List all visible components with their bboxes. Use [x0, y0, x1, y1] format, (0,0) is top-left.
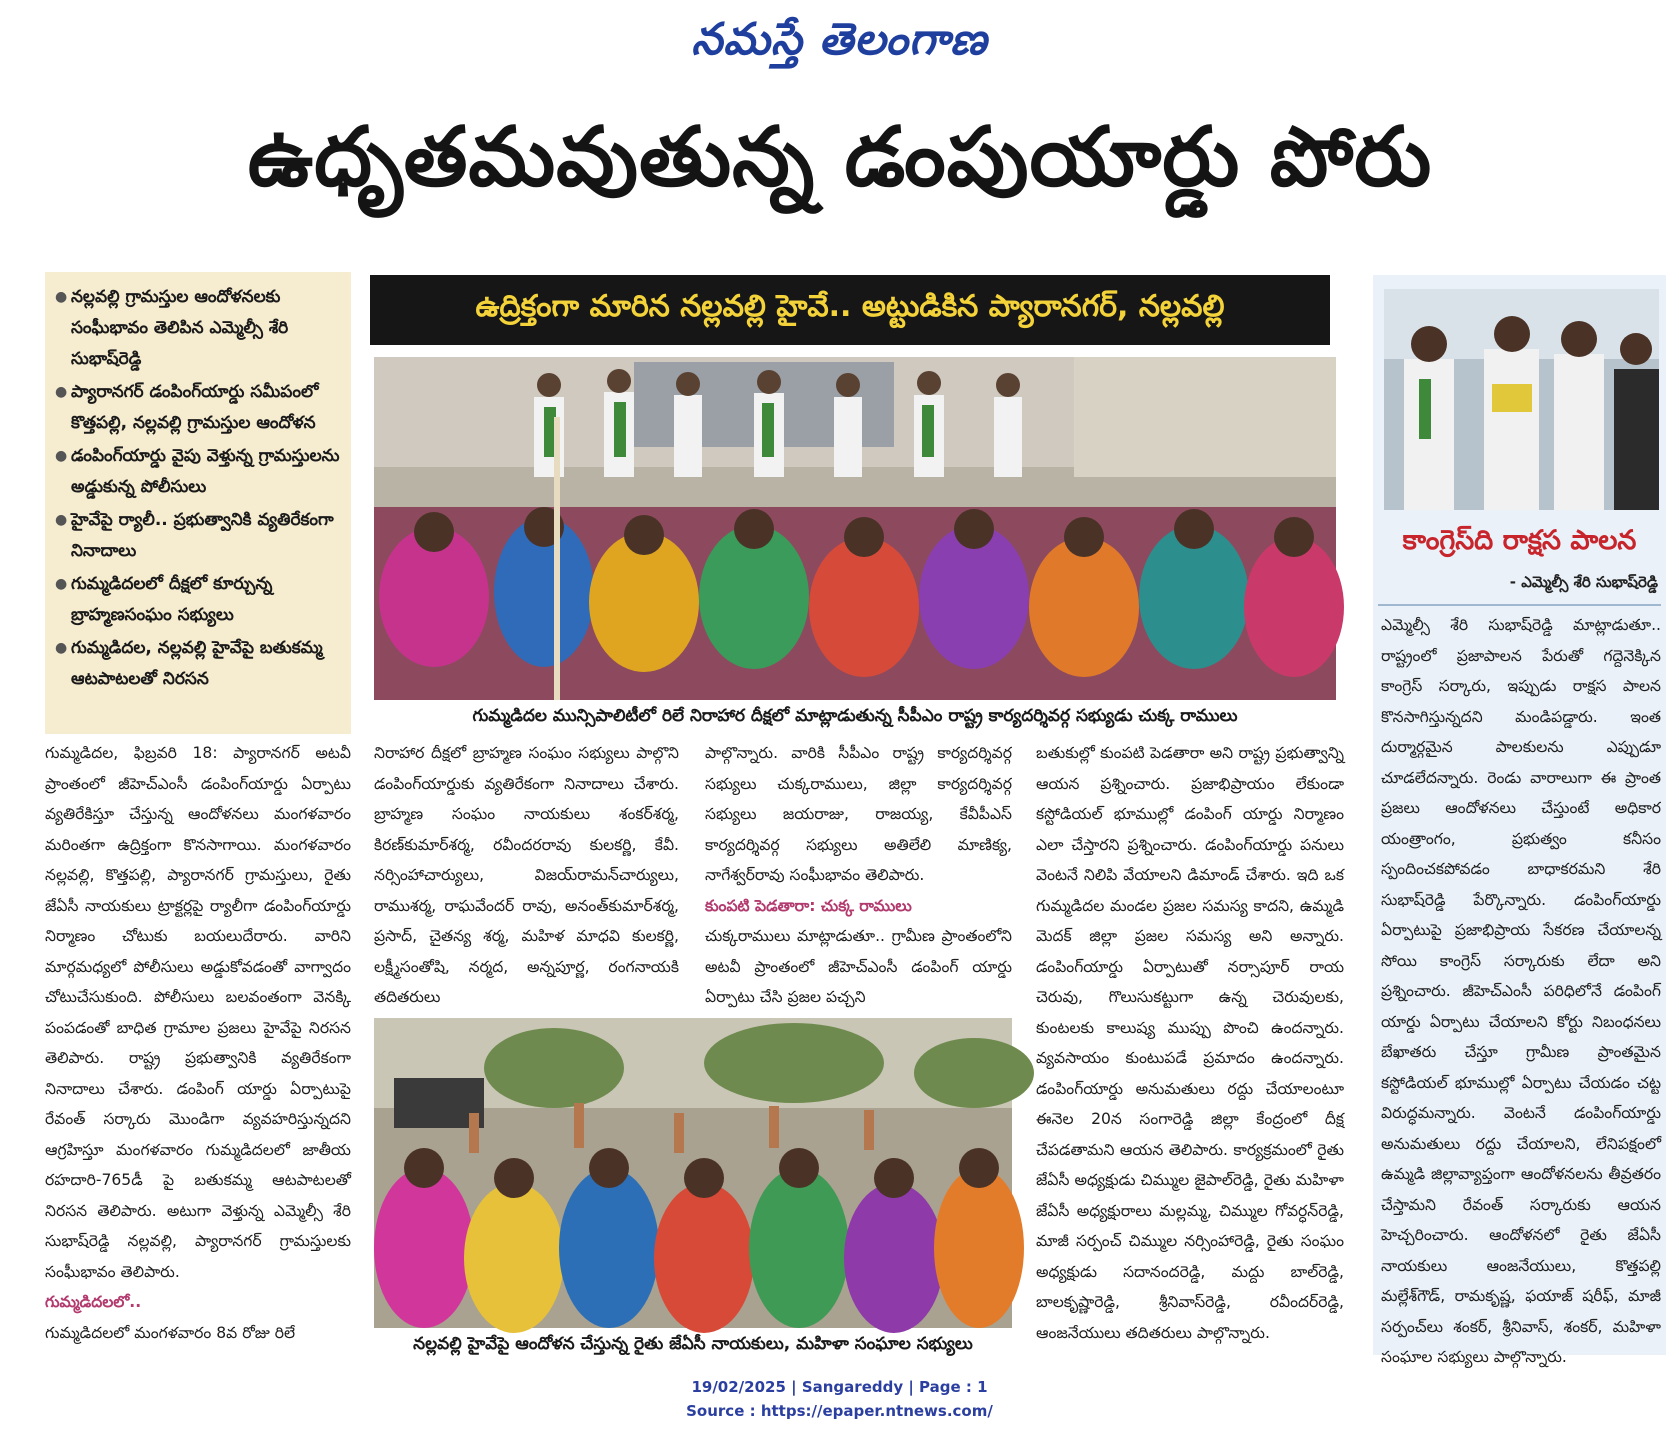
bullet-icon: ●: [55, 512, 68, 528]
bullet-icon: ●: [55, 576, 68, 592]
footer-dateline: 19/02/2025 | Sangareddy | Page : 1: [691, 1378, 988, 1396]
footer-source: Source : https://epaper.ntnews.com/: [686, 1402, 993, 1420]
sidebar-text: ఎమ్మెల్సీ శేరి సుభాష్‌రెడ్డి మాట్లాడుతూ.. రాష్ట్రంలో ప్రజాపాలన పేరుతో గద్దెనెక్కిన కాంగ్రెస్ సర్కారు, ఇప్పుడు రాక్షస పాలన కొనసాగిస్తున్నదని మండిపడ్డారు. ఇంత దుర్మార్గమైన పాలకులను ఎప్పుడూ చూడలేదన్నారు. రెండు వారాలుగా ఈ ప్రాంత ప్రజలు ఆందోళనలు చేస్తుంటే అధికార యంత్రాంగం, ప్రభుత్వం కనీసం స్పందించకపోవడం బాధాకరమని శేరి సుభాష్‌రెడ్డి పేర్కొన్నారు. డంపింగ్‌యార్డు ఏర్పాటుపై ప్రజాభిప్రాయ సేకరణ చేయాలన్న సోయి కాంగ్రెస్ సర్కారుకు లేదా అని ప్రశ్నించారు. జీహెచ్ఎంసీ పరిధిలోనే డంపింగ్ యార్డు ఏర్పాటు చేయాలని కోర్టు నిబంధనలు బేఖాతరు చేస్తూ గ్రామీణ ప్రాంతమైన కస్టోడియల్ భూముల్లో ఏర్పాటు చేయడం చట్ట విరుద్ధమన్నారు. వెంటనే డంపింగ్‌యార్డు అనుమతులు రద్దు చేయాలని, లేనిపక్షంలో ఉమ్మడి జిల్లావ్యాప్తంగా ఆందోళనలను తీవ్రతరం చేస్తామని రేవంత్ సర్కారుకు ఆయన హెచ్చరించారు. ఆందోళనలో రైతు జేఏసీ నాయకులు ఆంజనేయులు, కొత్తపల్లి మల్లేశ్‌గౌడ్, రామకృష్ణ, ఫయాజ్ షరీఫ్, మాజీ సర్పంచ్‌లు శంకర్, శ్రీనివాస్, శంకర్, మహిళా సంఘాల సభ్యులు పాల్గొన్నారు.: [1381, 616, 1661, 1366]
subheading: కుంపటి పెడతారా: చుక్క రాములు: [705, 896, 912, 915]
highlights-box: [45, 272, 351, 734]
protest-photo-main: [374, 357, 1336, 700]
subheading: గుమ్మడిదలలో..: [45, 1293, 142, 1311]
main-headline: ఉధృతమవుతున్న డంపుయార్డు పోరు: [247, 110, 1433, 205]
highlight-item: ● గుమ్మడిదల, నల్లవల్లి హైవేపై బతుకమ్మ ఆటపాటలతో నిరసన: [55, 633, 343, 695]
article-column-3: పాల్గొన్నారు. వారికి సీపీఎం రాష్ట్ర కార్యదర్శివర్గ సభ్యులు చుక్కరాములు, జిల్లా కార్యదర్శివర్గ సభ్యులు జయరాజు, రాజయ్య, కేవీపీఎస్ కార్యదర్శివర్గ సభ్యులు అతిలేలి మాణిక్య, నాగేశ్వర్‌రావు సంఘీభావం తెలిపారు. కుంపటి పెడతారా: చుక్క రాములు చుక్కరాములు మాట్లాడుతూ.. గ్రామీణ ప్రాంతంలోని అటవీ ప్రాంతంలో జీహెచ్ఎంసీ డంపింగ్ యార్డు ఏర్పాటు చేసి ప్రజల పచ్చని: [705, 744, 1012, 1006]
banner-subheadline: ఉద్రిక్తంగా మారిన నల్లవల్లి హైవే.. అట్టుడికిన ప్యారానగర్, నల్లవల్లి: [370, 275, 1330, 345]
photo-highway-caption: నల్లవల్లి హైవేపై ఆందోళన చేస్తున్న రైతు జేఏసీ నాయకులు, మహిళా సంఘాల సభ్యులు: [413, 1334, 973, 1354]
masthead-logo: నమస్తే తెలంగాణ: [691, 14, 988, 65]
article-column-1: గుమ్మడిదల, ఫిబ్రవరి 18: ప్యారానగర్ అటవీ ప్రాంతంలో జీహెచ్ఎంసీ డంపింగ్‌యార్డు ఏర్పాటు వ్యతిరేకిస్తూ చేస్తున్న ఆందోళనలు మంగళవారం మరింతగా ఉద్రిక్తంగా కొనసాగాయి. మంగళవారం నల్లవల్లి, కొత్తపల్లి, ప్యారానగర్ గ్రామస్తులు, రైతు జేఏసీ నాయకులు ట్రాక్టర్లపై ర్యాలీగా డంపింగ్‌యార్డు నిర్మాణం చోటుకు బయలుదేరారు. వారిని మార్గమధ్యలో పోలీసులు అడ్డుకోవడంతో వాగ్వాదం చోటుచేసుకుంది. పోలీసులు బలవంతంగా వెనక్కి పంపడంతో బాధిత గ్రామాల ప్రజలు హైవేపై నిరసన తెలిపారు. రాష్ట్ర ప్రభుత్వానికి వ్యతిరేకంగా నినాదాలు చేశారు. డంపింగ్ యార్డు ఏర్పాటుపై రేవంత్ సర్కారు మొండిగా వ్యవహరిస్తున్నదని ఆగ్రహిస్తూ మంగళవారం గుమ్మడిదలలో జాతీయ రహదారి-765డీ పై బతుకమ్మ ఆటపాటలతో నిరసన తెలిపారు. అటుగా వెళ్తున్న ఎమ్మెల్సీ శేరి సుభాష్‌రెడ్డి నల్లవల్లి, ప్యారానగర్ గ్రామస్తులకు సంఘీభావం తెలిపారు. గుమ్మడిదలలో.. గుమ్మడిదలలో మంగళవారం 8వ రోజు రిలే: [45, 744, 351, 1342]
sidebar-title: కాంగ్రెస్‌ది రాక్షస పాలన: [1402, 525, 1637, 556]
highlight-item: ● గుమ్మడిదలలో దీక్షలో కూర్చున్న బ్రాహ్మణసంఘం సభ్యులు: [55, 569, 343, 631]
protest-photo-highway: [374, 1018, 1012, 1328]
bullet-icon: ●: [55, 448, 68, 464]
divider: [1378, 604, 1661, 606]
mlc-photo: [1384, 289, 1659, 510]
article-column-2: నిరాహార దీక్షలో బ్రాహ్మణ సంఘం సభ్యులు పాల్గొని డంపింగ్‌యార్డుకు వ్యతిరేకంగా నినాదాలు చేశారు. బ్రాహ్మణ సంఘం నాయకులు శంకర్‌శర్మ, కిరణ్‌కుమార్‌శర్మ, రవీందర‌రావు కులకర్ణి, కేవీ. నర్సింహాచార్యులు, విజయ్‌రామన్‌చార్యులు, రాముశర్మ, రాఘవేందర్ రావు, అనంత్‌కుమార్‌శర్మ, ప్రసాద్, చైతన్య శర్మ, మహిళ మాధవి కులకర్ణి, లక్ష్మీసంతోషి, నర్మద, అన్నపూర్ణ, రంగనాయకి తదితరులు: [374, 744, 679, 1006]
highlight-item: ● డంపింగ్‌యార్డు వైపు వెళ్తున్న గ్రామస్తులను అడ్డుకున్న పోలీసులు: [55, 441, 343, 503]
highlight-item: ● నల్లవల్లి గ్రామస్తుల ఆందోళనలకు సంఘీభావం తెలిపిన ఎమ్మెల్సీ శేరి సుభాష్‌రెడ్డి: [55, 282, 343, 375]
photo-main-caption: గుమ్మడిదల మున్సిపాలిటీలో రిలే నిరాహార దీక్షలో మాట్లాడుతున్న సీపీఎం రాష్ట్ర కార్యదర్శివర్గ సభ్యుడు చుక్క రాములు: [472, 706, 1238, 726]
article-column-4: బతుకుల్లో కుంపటి పెడతారా అని రాష్ట్ర ప్రభుత్వాన్ని ఆయన ప్రశ్నించారు. ప్రజాభిప్రాయం లేకుండా కస్టోడియల్ భూముల్లో డంపింగ్ యార్డు నిర్మాణం ఎలా చేస్తారని ప్రశ్నించారు. డంపింగ్‌యార్డు పనులు వెంటనే నిలిపి వేయాలని డిమాండ్ చేశారు. ఇది ఒక గుమ్మడిదల మండల ప్రజల సమస్య కాదని, ఉమ్మడి మెదక్ జిల్లా ప్రజల సమస్య అని అన్నారు. డంపింగ్‌యార్డు ఏర్పాటుతో నర్సాపూర్ రాయ చెరువు, గొలుసుకట్టుగా ఉన్న చెరువులకు, కుంటలకు కాలుష్య ముప్పు పొంచి ఉందన్నారు. వ్యవసాయం కుంటుపడే ప్రమాదం ఉందన్నారు. డంపింగ్‌యార్డు అనుమతులు రద్దు చేయాలంటూ ఈనెల 20న సంగారెడ్డి జిల్లా కేంద్రంలో దీక్ష చేపడతామని ఆయన తెలిపారు. కార్యక్రమంలో రైతు జేఏసీ అధ్యక్షుడు చిమ్ముల జైపాల్‌రెడ్డి, రైతు మహిళా జేఏసీ అధ్యక్షురాలు మల్లమ్మ, చిమ్ముల గోవర్ధన్‌రెడ్డి, మాజీ సర్పంచ్ చిమ్ముల నర్సింహారెడ్డి, రైతు సంఘం అధ్యక్షుడు సదానందరెడ్డి, మద్దు బాల్‌రెడ్డి, బాలకృష్ణారెడ్డి, శ్రీనివాస్‌రెడ్డి, రవీందర్‌రెడ్డి, ఆంజనేయులు తదితరులు పాల్గొన్నారు.: [1036, 744, 1344, 1342]
sidebar-byline: - ఎమ్మెల్సీ శేరి సుభాష్‌రెడ్డి: [1509, 573, 1658, 591]
bullet-icon: ●: [55, 640, 68, 656]
bullet-icon: ●: [55, 289, 68, 305]
bullet-icon: ●: [55, 384, 68, 400]
highlight-item: ● హైవేపై ర్యాలీ.. ప్రభుత్వానికి వ్యతిరేకంగా నినాదాలు: [55, 505, 343, 567]
highlight-item: ● ప్యారానగర్ డంపింగ్‌యార్డు సమీపంలో కొత్తపల్లి, నల్లవల్లి గ్రామస్తుల ఆందోళన: [55, 377, 343, 439]
